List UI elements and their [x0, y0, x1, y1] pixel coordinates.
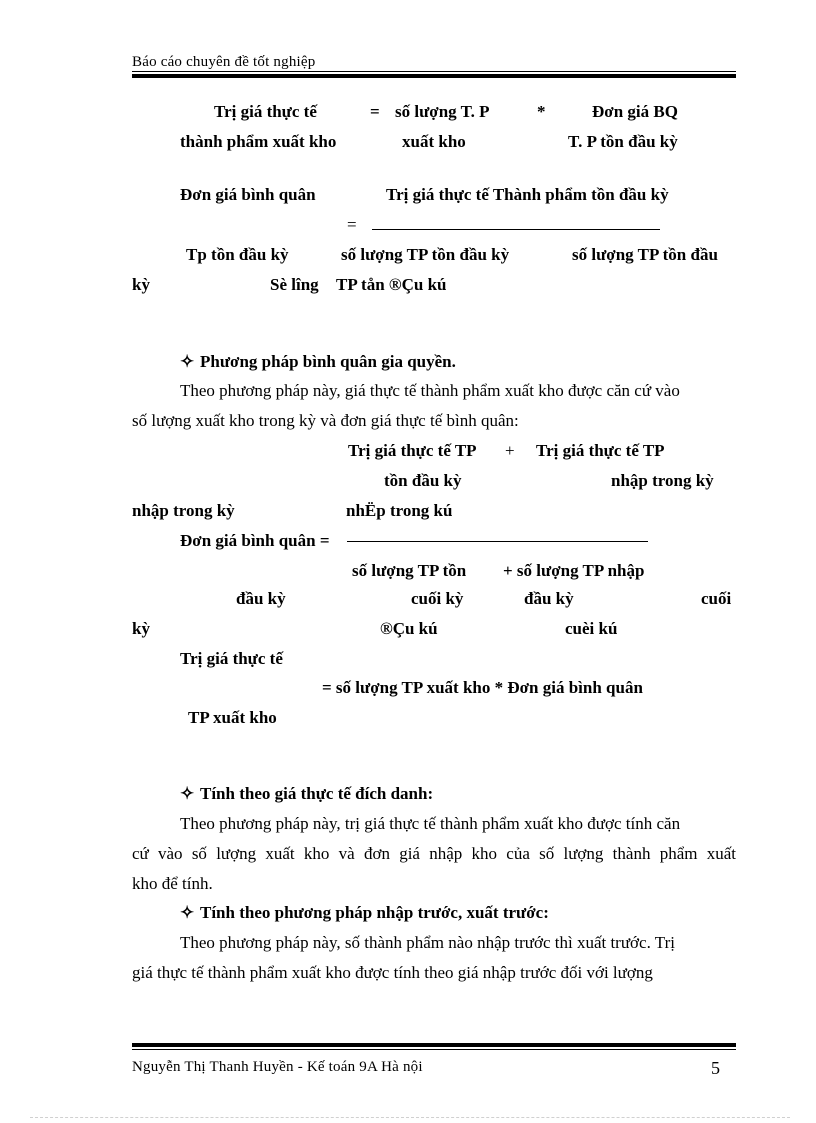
f3-den2-a: đầu kỳ — [236, 589, 286, 608]
page-number: 5 — [711, 1058, 720, 1078]
f3-den1-b: + số lượng TP nhập — [503, 561, 645, 580]
f1-line1-b: số lượng T. P — [395, 102, 490, 121]
f3-den3-a: kỳ — [132, 619, 150, 638]
diamond-star-icon: ✧ — [180, 352, 195, 371]
f2-label: Đơn giá bình quân — [180, 185, 316, 204]
f2-numerator: Trị giá thực tế Thành phẩm tồn đầu kỳ — [386, 185, 669, 204]
diamond-star-icon: ✧ — [180, 784, 195, 803]
diamond-star-icon: ✧ — [180, 903, 195, 922]
section2-heading-text: Tính theo giá thực tế đích danh: — [200, 784, 434, 803]
header-title: Báo cáo chuyên đề tốt nghiệp — [132, 54, 316, 70]
f2-fraction-line — [372, 229, 660, 230]
section3-p1: Theo phương pháp này, số thành phẩm nào nhập trước thì xuất trước. Trị — [180, 933, 675, 952]
f1-line2-a: thành phẩm xuất kho — [180, 132, 337, 151]
f3-den2-d: cuối — [701, 589, 732, 608]
header-rule-thick — [132, 74, 736, 78]
header-rule-thin — [132, 71, 736, 72]
section3-p2: giá thực tế thành phẩm xuất kho được tính theo giá nhập trước đối với lượng — [132, 963, 653, 982]
f3-den3-b: ®Çu kú — [380, 619, 438, 638]
footer-rule-thick — [132, 1043, 736, 1047]
f1-line1-a: Trị giá thực tế — [214, 102, 317, 121]
f2-denom-b: số lượng TP tồn đầu kỳ — [341, 245, 510, 264]
section2-p1: Theo phương pháp này, trị giá thực tế thành phẩm xuất kho được tính căn — [180, 814, 681, 833]
f1-line1-eq: = — [370, 102, 380, 121]
f3-num3-a: nhập trong kỳ — [132, 501, 235, 520]
f4-line1: Trị giá thực tế — [180, 649, 283, 668]
f1-line1-op: * — [537, 102, 546, 121]
f2-denom2-a: kỳ — [132, 275, 150, 294]
f3-den3-c: cuèi kú — [565, 619, 618, 638]
f2-denom2-c: TP tån ®Çu kú — [336, 275, 447, 294]
section1-para1: Theo phương pháp này, giá thực tế thành phẩm xuất kho được căn cứ vào — [180, 381, 680, 400]
section3-heading-text: Tính theo phương pháp nhập trước, xuất trước: — [200, 903, 549, 922]
f1-line2-b: xuất kho — [402, 132, 466, 151]
footer-rule-thin — [132, 1049, 736, 1050]
section2-p3: kho để tính. — [132, 874, 213, 893]
f2-denom2-b: Sè lîng — [270, 275, 319, 294]
f3-num1-b: Trị giá thực tế TP — [536, 441, 665, 460]
f3-label: Đơn giá bình quân = — [180, 531, 330, 550]
f3-num2-a: tồn đầu kỳ — [384, 471, 462, 490]
section2-heading — [180, 784, 433, 804]
f2-denom-a: Tp tồn đầu kỳ — [186, 245, 289, 264]
f3-den2-b: cuối kỳ — [411, 589, 464, 608]
footer-author: Nguyễn Thị Thanh Huyền - Kế toán 9A Hà nội — [132, 1059, 423, 1075]
section2-p2: cứ vào số lượng xuất kho và đơn giá nhập kho của số lượng thành phẩm xuất — [132, 844, 736, 863]
f3-num2-b: nhập trong kỳ — [611, 471, 714, 490]
f3-den1-a: số lượng TP tồn — [352, 561, 467, 580]
f2-equals: = — [347, 215, 357, 234]
f1-line2-c: T. P tồn đầu kỳ — [568, 132, 678, 151]
section3-heading — [180, 903, 549, 923]
section1-heading-text: Phương pháp bình quân gia quyền. — [200, 352, 456, 371]
f1-line1-c: Đơn giá BQ — [592, 102, 678, 121]
f3-num1-plus: + — [505, 441, 515, 460]
section1-heading — [180, 352, 456, 372]
f3-den2-c: đầu kỳ — [524, 589, 574, 608]
page-edge-dashed — [30, 1117, 790, 1118]
f3-num3-b: nhËp trong kú — [346, 501, 453, 520]
f3-num1-a: Trị giá thực tế TP — [348, 441, 477, 460]
f2-denom-c: số lượng TP tồn đầu — [572, 245, 718, 264]
f4-line3: TP xuất kho — [188, 708, 277, 727]
f4-line2: = số lượng TP xuất kho * Đơn giá bình quân — [322, 678, 643, 697]
f3-fraction-line — [347, 541, 648, 542]
section1-para2: số lượng xuất kho trong kỳ và đơn giá thực tế bình quân: — [132, 411, 519, 430]
